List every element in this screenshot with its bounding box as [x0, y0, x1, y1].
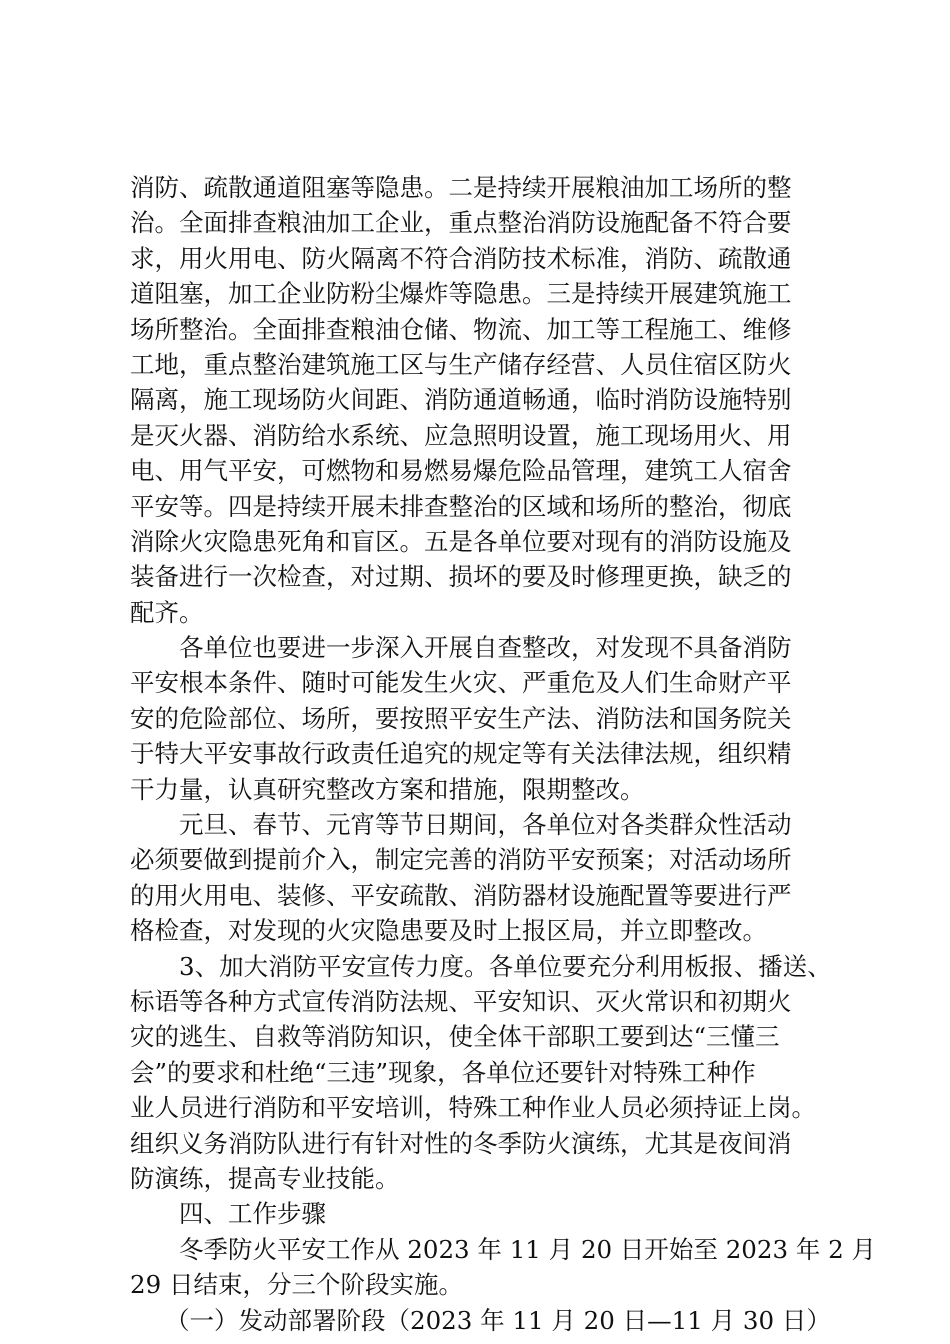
text-line: 平安等。四是持续开展未排查整治的区域和场所的整治，彻底: [130, 491, 792, 521]
paragraph-start-line: 冬季防火平安工作从 2023 年 11 月 20 日开始至 2023 年 2 月: [179, 1234, 877, 1264]
document-body: [130, 170, 877, 1338]
text-line: 防演练，提高专业技能。: [130, 1163, 400, 1193]
text-line: 的用火用电、装修、平安疏散、消防器材设施配置等要进行严: [130, 880, 792, 910]
paragraph-start-line: 元旦、春节、元宵等节日期间，各单位对各类群众性活动: [179, 810, 792, 840]
text-line: 于特大平安事故行政责任追究的规定等有关法律法规，组织精: [130, 739, 792, 769]
text-line: 求，用火用电、防火隔离不符合消防技术标准，消防、疏散通: [130, 243, 792, 273]
text-line: 干力量，认真研究整改方案和措施，限期整改。: [130, 774, 645, 804]
text-line: 格检查，对发现的火灾隐患要及时上报区局，并立即整改。: [130, 916, 767, 946]
text-line: 标语等各种方式宣传消防法规、平安知识、灭火常识和初期火: [130, 986, 792, 1016]
text-line: 必须要做到提前介入，制定完善的消防平安预案；对活动场所: [130, 845, 792, 875]
paragraph-start-line: 3、加大消防平安宣传力度。各单位要充分利用板报、播送、: [179, 951, 832, 981]
text-line: 业人员进行消防和平安培训，特殊工种作业人员必须持证上岗。: [130, 1093, 816, 1123]
text-line: 工地，重点整治建筑施工区与生产储存经营、人员住宿区防火: [130, 349, 792, 379]
text-line: 灾的逃生、自救等消防知识，使全体干部职工要到达“三懂三: [130, 1022, 780, 1052]
text-line: 平安根本条件、随时可能发生火灾、严重危及人们生命财产平: [130, 668, 792, 698]
text-line: 消除火灾隐患死角和盲区。五是各单位要对现有的消防设施及: [130, 526, 792, 556]
text-line: 配齐。: [130, 597, 204, 627]
text-line: 隔离，施工现场防火间距、消防通道畅通，临时消防设施特别: [130, 385, 792, 415]
text-line: 是灭火器、消防给水系统、应急照明设置，施工现场用火、用: [130, 420, 792, 450]
text-line: 场所整治。全面排查粮油仓储、物流、加工等工程施工、维修: [130, 314, 792, 344]
text-line: 电、用气平安，可燃物和易燃易爆危险品管理，建筑工人宿舍: [130, 456, 792, 486]
text-line: 组织义务消防队进行有针对性的冬季防火演练，尤其是夜间消: [130, 1128, 792, 1158]
text-line: 安的危险部位、场所，要按照平安生产法、消防法和国务院关: [130, 703, 792, 733]
section-heading: 四、工作步骤: [179, 1199, 326, 1229]
text-line: 29 日结束，分三个阶段实施。: [130, 1270, 463, 1300]
text-line: 装备进行一次检查，对过期、损坏的要及时修理更换，缺乏的: [130, 562, 792, 592]
text-line: 会”的要求和杜绝“三违”现象，各单位还要针对特殊工种作: [130, 1057, 756, 1087]
subsection-heading: （一）发动部署阶段（2023 年 11 月 20 日—11 月 30 日）: [165, 1305, 831, 1335]
paragraph-start-line: 各单位也要进一步深入开展自查整改，对发现不具备消防: [179, 633, 792, 663]
text-line: 消防、疏散通道阻塞等隐患。二是持续开展粮油加工场所的整: [130, 173, 792, 202]
text-line: 道阻塞，加工企业防粉尘爆炸等隐患。三是持续开展建筑施工: [130, 279, 792, 309]
text-line: 治。全面排查粮油加工企业，重点整治消防设施配备不符合要: [130, 208, 792, 238]
